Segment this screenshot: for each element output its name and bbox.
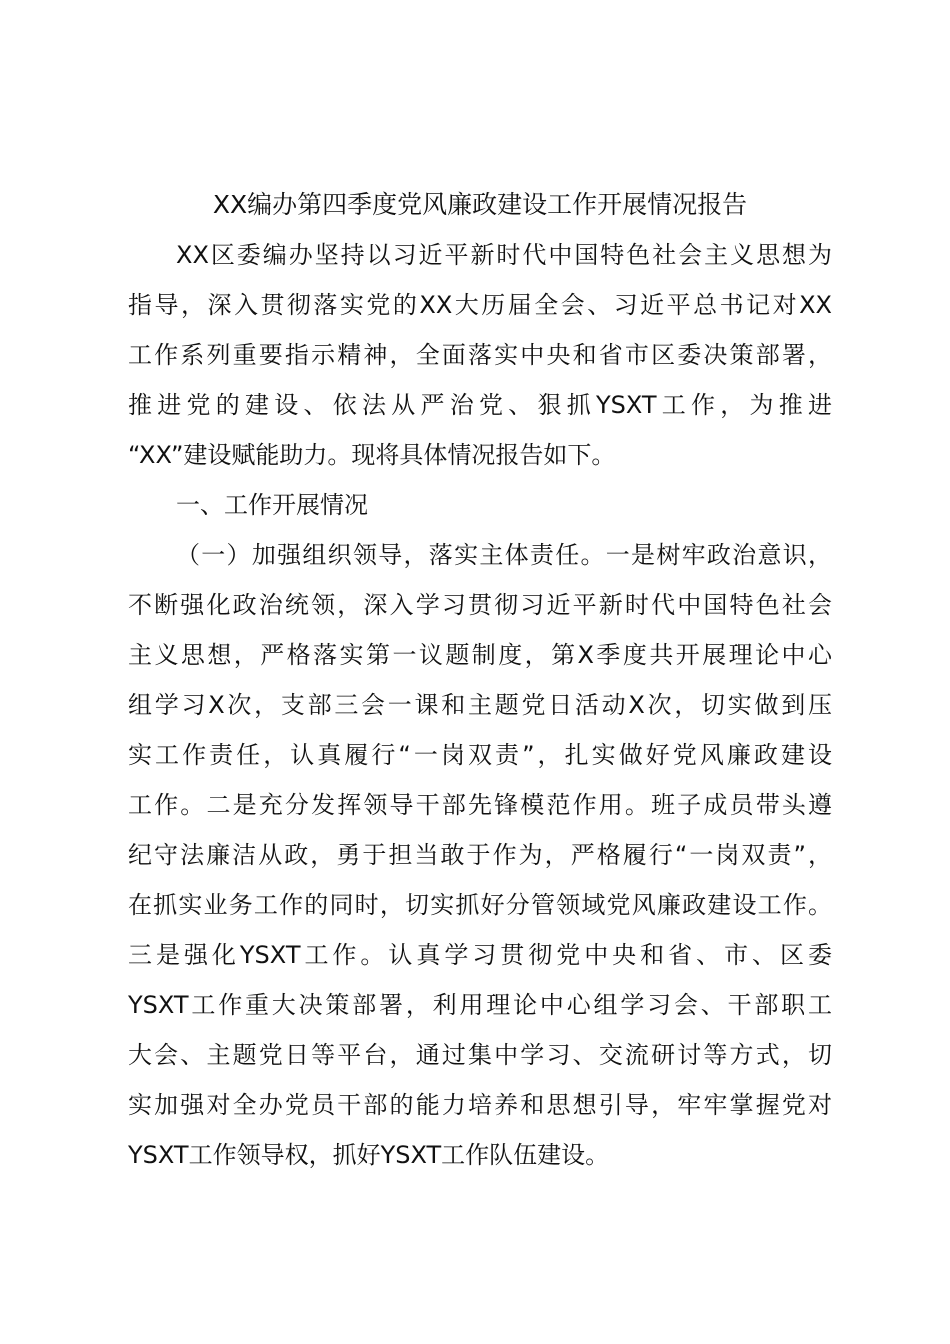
paragraph-2-line-3: 主义思想，严格落实第一议题制度，第X季度共开展理论中心 <box>128 641 832 669</box>
paragraph-2-line-9: 三是强化YSXT工作。认真学习贯彻党中央和省、市、区委 <box>128 941 832 969</box>
paragraph-1-line-2: 指导，深入贯彻落实党的XX大历届全会、习近平总书记对XX <box>128 291 832 319</box>
section-heading: 一、工作开展情况 <box>176 491 368 519</box>
paragraph-2-line-13: YSXT工作领导权，抓好YSXT工作队伍建设。 <box>128 1141 610 1169</box>
paragraph-2-line-10: YSXT工作重大决策部署，利用理论中心组学习会、干部职工 <box>128 991 832 1019</box>
paragraph-2-line-7: 纪守法廉洁从政，勇于担当敢于作为，严格履行“一岗双责”， <box>128 841 832 869</box>
paragraph-2-line-5: 实工作责任，认真履行“一岗双责”，扎实做好党风廉政建设 <box>128 741 832 769</box>
paragraph-1-line-5: “XX”建设赋能助力。现将具体情况报告如下。 <box>128 441 616 469</box>
paragraph-1-line-4: 推进党的建设、依法从严治党、狠抓YSXT工作，为推进 <box>128 391 832 419</box>
report-title: XX编办第四季度党风廉政建设工作开展情况报告 <box>212 190 748 219</box>
paragraph-2-line-12: 实加强对全办党员干部的能力培养和思想引导，牢牢掌握党对 <box>128 1091 832 1119</box>
paragraph-2-line-4: 组学习X次，支部三会一课和主题党日活动X次，切实做到压 <box>128 691 832 719</box>
paragraph-1-line-1: XX区委编办坚持以习近平新时代中国特色社会主义思想为 <box>176 241 832 269</box>
paragraph-2-line-2: 不断强化政治统领，深入学习贯彻习近平新时代中国特色社会 <box>128 591 832 619</box>
paragraph-1-line-3: 工作系列重要指示精神，全面落实中央和省市区委决策部署， <box>128 341 832 369</box>
paragraph-2-line-6: 工作。二是充分发挥领导干部先锋模范作用。班子成员带头遵 <box>128 791 832 819</box>
paragraph-2-line-8: 在抓实业务工作的同时，切实抓好分管领域党风廉政建设工作。 <box>128 891 832 919</box>
paragraph-2-line-1: （一）加强组织领导，落实主体责任。一是树牢政治意识， <box>176 541 832 569</box>
paragraph-2-line-11: 大会、主题党日等平台，通过集中学习、交流研讨等方式，切 <box>128 1041 832 1069</box>
